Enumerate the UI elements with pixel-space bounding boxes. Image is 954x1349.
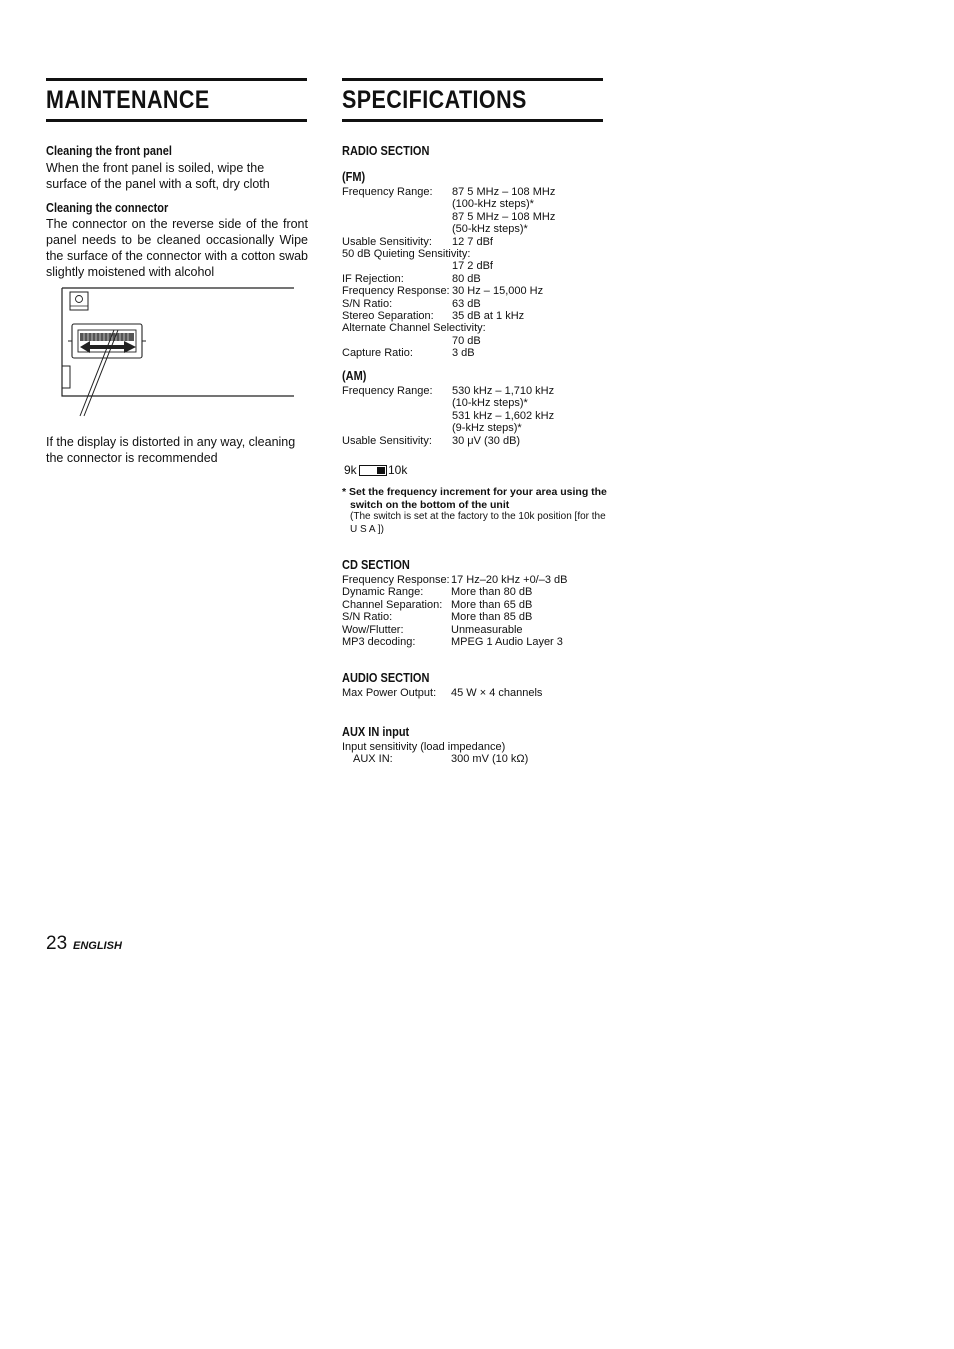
fm-sn-label: S/N Ratio: xyxy=(342,297,393,310)
aux-sensitivity-line: Input sensitivity (load impedance) xyxy=(342,741,506,753)
switch-body xyxy=(359,465,387,476)
footnote-instruction: * Set the frequency increment for your area using the switch on the bottom of the unit xyxy=(342,486,607,511)
aux-spec-table xyxy=(342,741,602,767)
am-freq-range-v3: 531 kHz – 1,602 kHz xyxy=(452,409,555,422)
aux-in-value: 300 mV (10 kΩ) xyxy=(451,753,529,766)
cd-row-value: 17 Hz–20 kHz +0/–3 dB xyxy=(451,574,568,586)
am-freq-range-label: Frequency Range: xyxy=(342,385,433,397)
fm-spec-table xyxy=(342,186,602,362)
fm-stereo-value: 35 dB at 1 kHz xyxy=(452,310,525,322)
am-freq-range-v1: 530 kHz – 1,710 kHz xyxy=(452,385,555,397)
cd-row-value: More than 65 dB xyxy=(451,598,533,611)
connector-heading: Cleaning the connector xyxy=(46,201,169,215)
fm-freq-range-v3: 87 5 MHz – 108 MHz xyxy=(452,210,556,223)
fm-freq-response-label: Frequency Response: xyxy=(342,285,450,298)
cd-row-label: MP3 decoding: xyxy=(342,636,416,648)
switch-9k-label: 9k xyxy=(344,463,357,477)
switch-10k-label: 10k xyxy=(388,463,408,477)
cleaning-note: If the display is distorted in any way, cleaning the connector is recommended xyxy=(46,435,296,465)
front-panel-text: When the front panel is soiled, wipe the surface of the panel with a soft, dry cloth xyxy=(46,161,270,191)
fm-usable-sens-label: Usable Sensitivity: xyxy=(342,235,432,248)
fm-alt-channel-label: Alternate Channel Selectivity: xyxy=(342,322,486,335)
fm-quieting-value: 17 2 dBf xyxy=(452,260,493,273)
fm-capture-value: 3 dB xyxy=(452,347,475,360)
specs-bottom-rule xyxy=(342,119,603,122)
connector-text: The connector on the reverse side of the front panel needs to be cleaned occasionally Wipe the surface of the connector with a cotton swab slightly moistened with alcohol xyxy=(46,217,308,279)
fm-if-rejection-label: IF Rejection: xyxy=(342,272,404,285)
am-usable-sens-label: Usable Sensitivity: xyxy=(342,434,432,447)
fm-sn-value: 63 dB xyxy=(452,297,481,310)
fm-freq-range-v4: (50-kHz steps)* xyxy=(452,223,528,236)
am-freq-range-v4: (9-kHz steps)* xyxy=(452,422,522,435)
fm-freq-range-v1: 87 5 MHz – 108 MHz xyxy=(452,186,556,198)
specifications-title: SPECIFICATIONS xyxy=(342,86,527,114)
cd-row-label: Channel Separation: xyxy=(342,598,443,611)
fm-freq-range-label: Frequency Range: xyxy=(342,186,433,198)
fm-capture-label: Capture Ratio: xyxy=(342,347,413,360)
cd-row-value: Unmeasurable xyxy=(451,623,523,636)
footnote-factory-setting: (The switch is set at the factory to the 10k position [for the U S A ]) xyxy=(350,511,606,535)
max-power-value: 45 W × 4 channels xyxy=(451,687,543,699)
page-number: 23 xyxy=(46,933,68,954)
fm-heading: (FM) xyxy=(342,170,366,184)
maintenance-top-rule xyxy=(46,78,307,81)
fm-freq-range-v2: (100-kHz steps)* xyxy=(452,198,534,211)
cd-row-value: MPEG 1 Audio Layer 3 xyxy=(451,636,563,648)
max-power-label: Max Power Output: xyxy=(342,687,437,699)
audio-spec-table xyxy=(342,687,602,701)
cd-row-value: More than 80 dB xyxy=(451,586,533,599)
front-panel-heading: Cleaning the front panel xyxy=(46,144,172,158)
fm-stereo-label: Stereo Separation: xyxy=(342,310,434,322)
cd-section-heading: CD SECTION xyxy=(342,558,410,572)
maintenance-title: MAINTENANCE xyxy=(46,86,210,114)
maintenance-bottom-rule xyxy=(46,119,307,122)
cd-row-label: Wow/Flutter: xyxy=(342,623,404,636)
am-spec-table xyxy=(342,385,602,449)
fm-quieting-label: 50 dB Quieting Sensitivity: xyxy=(342,248,471,260)
cd-spec-table xyxy=(342,574,602,650)
am-usable-sens-value: 30 μV (30 dB) xyxy=(452,434,521,447)
fm-alt-channel-value: 70 dB xyxy=(452,334,481,347)
switch-knob xyxy=(377,467,385,474)
aux-in-label: AUX IN: xyxy=(353,753,393,766)
am-freq-range-v2: (10-kHz steps)* xyxy=(452,397,528,410)
language-label: ENGLISH xyxy=(73,940,122,952)
fm-if-rejection-value: 80 dB xyxy=(452,272,481,285)
cd-row-value: More than 85 dB xyxy=(451,611,533,624)
audio-section-heading: AUDIO SECTION xyxy=(342,671,430,685)
fm-freq-response-value: 30 Hz – 15,000 Hz xyxy=(452,285,544,298)
cd-row-label: S/N Ratio: xyxy=(342,611,393,624)
fm-usable-sens-value: 12 7 dBf xyxy=(452,235,493,248)
connector-illustration xyxy=(58,284,298,419)
cd-row-label: Dynamic Range: xyxy=(342,586,424,599)
cd-row-label: Frequency Response: xyxy=(342,574,450,586)
aux-in-heading: AUX IN input xyxy=(342,725,410,739)
am-heading: (AM) xyxy=(342,369,367,383)
radio-section-heading: RADIO SECTION xyxy=(342,144,430,158)
specs-top-rule xyxy=(342,78,603,81)
